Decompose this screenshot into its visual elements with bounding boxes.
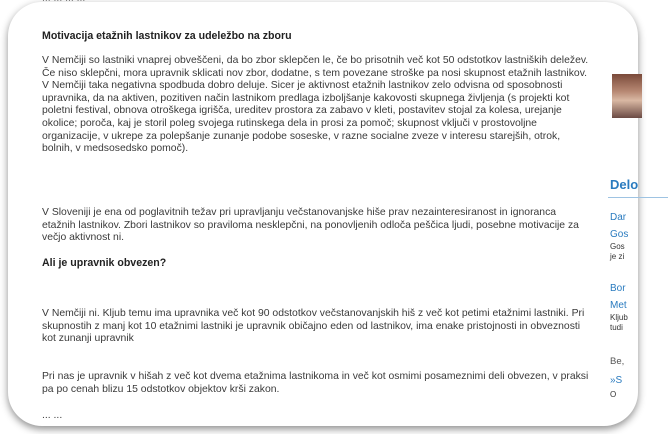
screenshot-frame	[8, 2, 638, 426]
section-heading-manager-required: Ali je upravnik obvezen?	[42, 257, 167, 269]
sidebar-more-link[interactable]: »S	[610, 375, 623, 386]
sidebar-be-text: Be,	[610, 356, 625, 367]
sidebar-item-2-subtitle[interactable]: Met	[610, 300, 627, 311]
sidebar-more-meta: O	[610, 390, 617, 399]
sidebar-item-1-title[interactable]: Dar	[610, 212, 627, 223]
sidebar-item-1-meta: Gos	[610, 242, 625, 251]
sidebar-item-2-meta2: tudi	[610, 323, 623, 332]
sidebar	[604, 2, 664, 426]
paragraph-slovenia-problems: V Sloveniji je ena od poglavitnih težav pri upravljanju večstanovanjske hiše prav nezainteresiranost in ignoranca etažnih lastnikov. Zbori lastnikov so praviloma nesklepčni, na ponovljenih odloča peščica ljudi, posebne motivacije za večjo aktivnost ni.	[42, 207, 579, 244]
sidebar-section-title[interactable]: Delo	[610, 177, 639, 192]
bottom-text-fragment: ... ...	[42, 410, 63, 421]
paragraph-slovenia-manager: Pri nas je upravnik v hišah z več kot dvema etažnima lastnikoma in več kot osmimi posameznimi deli obvezen, v praksi pa po cenah blizu 15 odstotkov objektov krši zakon.	[42, 371, 589, 395]
top-text-fragment	[42, 0, 562, 6]
paragraph-germany-manager: V Nemčiji ni. Kljub temu ima upravnika več kot 90 odstotkov večstanovanjskih hiš z več kot petimi etažnimi lastniki. Pri skupnostih z manj kot 10 etažnimi lastniki je upravnik običajno eden od lastnikov, ima enake pristojnosti in obveznosti kot zunanji upravnik	[42, 308, 585, 345]
sidebar-item-1-meta2: je zi	[610, 252, 625, 261]
section-heading-motivation: Motivacija etažnih lastnikov za udeležbo na zboru	[42, 30, 292, 42]
paragraph-germany-motivation: V Nemčiji so lastniki vnaprej obveščeni, da bo zbor sklepčen le, če bo prisotnih več kot 50 odstotkov lastniških deležev. Če niso sklepčni, mora upravnik sklicati nov zbor, dodatne, s tem povezane stroške pa nosi skupnost etažnih lastnikov. V Nemčiji taka negativna spodbuda dobro deluje. Sicer je aktivnost etažnih lastnikov zelo odvisna od sposobnosti upravnika, da na aktiven, pozitiven način lastnikom predlaga izboljšanje kakovosti skupnega življenja (s projekti kot poletni festival, obnova otroškega igrišča, ureditev prostora za zabavo v kleti, postavitev stojal za kolesa, urejanje okolice; poroča, kaj je storil poleg svojega rutinskega dela in prosi za pomoč; skupnost vključi v prostovoljne organizacije, v ukrepe za polepšanje zunanje podobe soseske, v razne socialne zveze v interesu starejših, otrok, bolnih, v medsosedsko pomoč).	[42, 55, 589, 155]
sidebar-item-1-subtitle[interactable]: Gos	[610, 229, 629, 240]
sidebar-item-2-title[interactable]: Bor	[610, 283, 626, 294]
sidebar-divider	[608, 197, 668, 198]
sidebar-item-2-meta: Kljub	[610, 313, 628, 322]
author-photo	[612, 74, 642, 118]
